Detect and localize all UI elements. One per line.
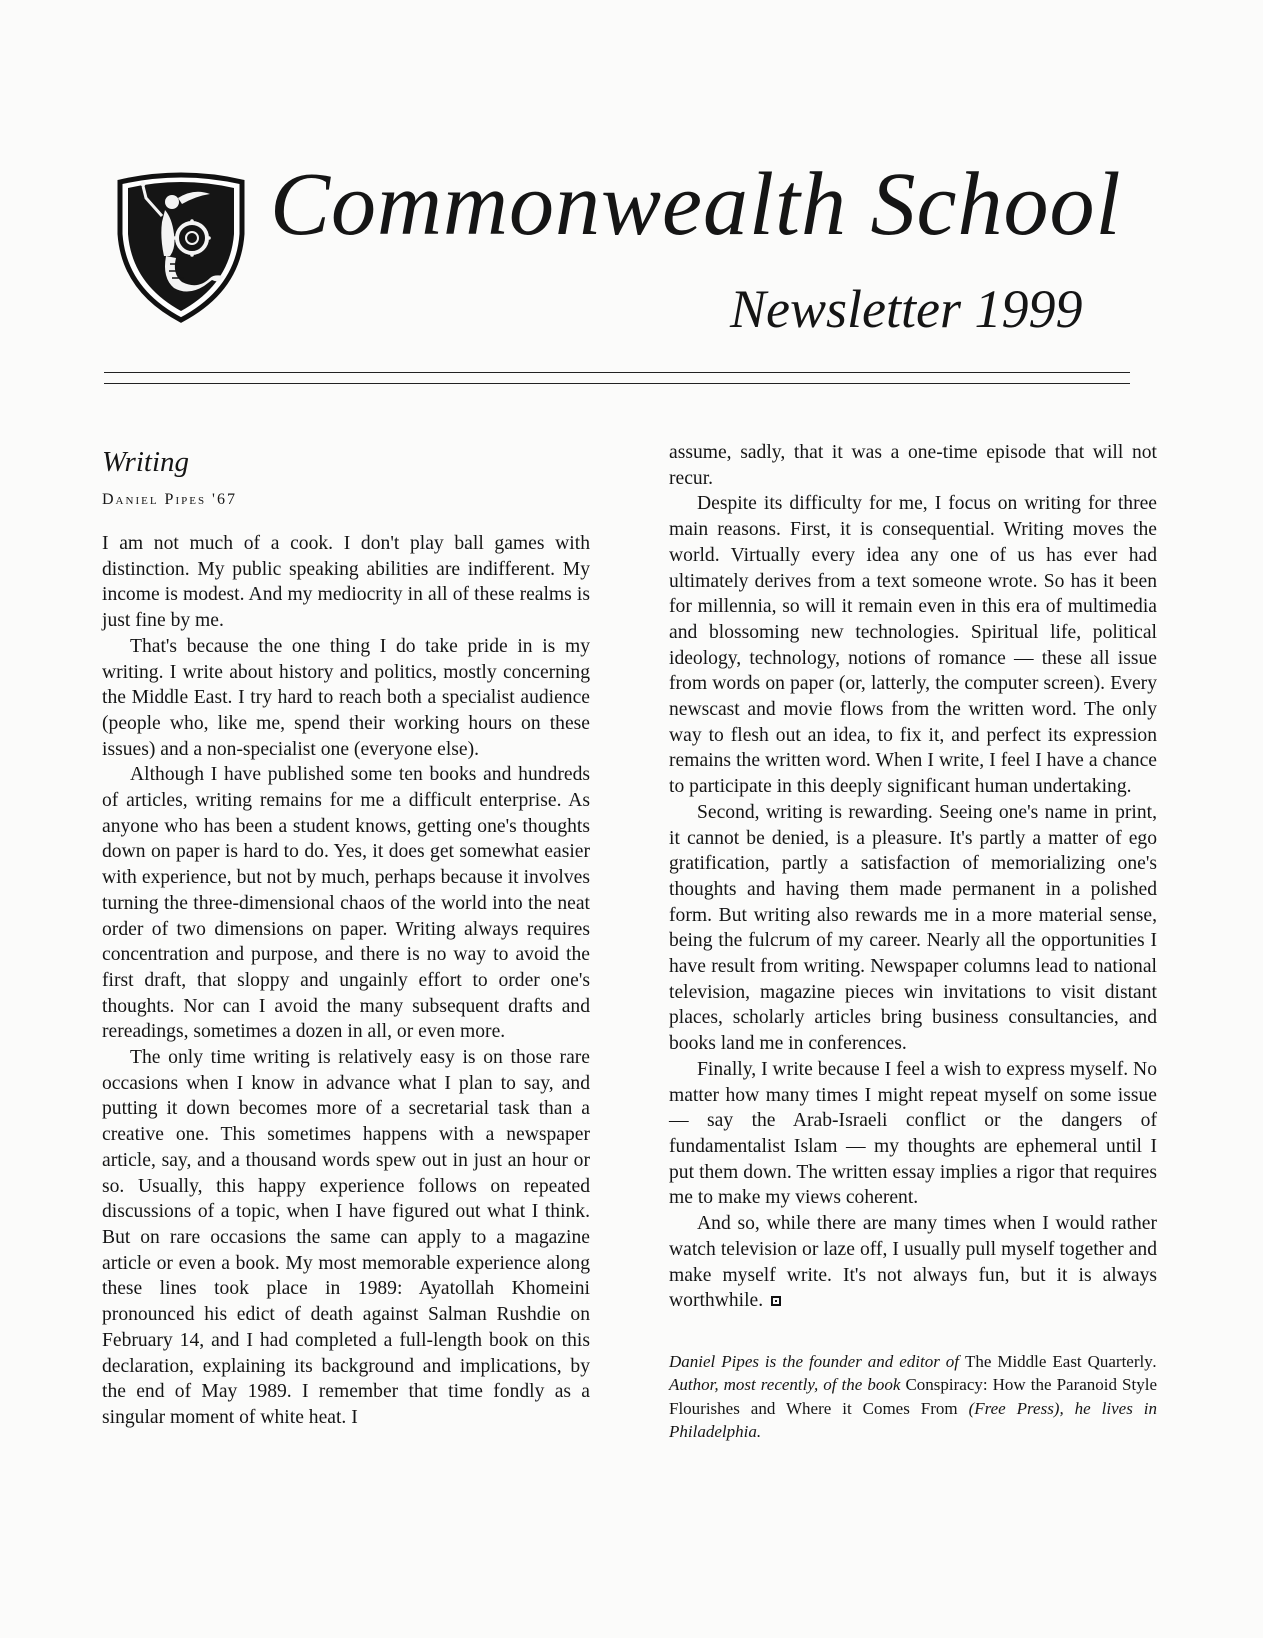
bio-text: Daniel Pipes is the founder and editor of [669,1351,965,1371]
header-divider-top [104,372,1130,373]
closing-text: And so, while there are many times when I would rather watch television or laze off, I usually pull myself together and make myself write. It's not always fun, but it is always worthwhile. [669,1213,1157,1312]
article-paragraph: Second, writing is rewarding. Seeing one's name in print, it cannot be denied, is a pleasure. It's partly a matter of ego gratification, partly a satisfaction of memorializing one's thoughts and having them made permanent in a polished form. But writing also rewards me in a more material sense, being the fulcrum of my career. Nearly all the opportunities I have result from writing. Newspaper columns lead to national television, magazine pieces win invitations to visit distant places, scholarly articles bring business consultancies, and books land me in conferences. [669,801,1157,1055]
masthead-subtitle: Newsletter 1999 [730,279,1083,339]
masthead-title: Commonwealth School [270,155,1122,254]
article-paragraph: Despite its difficulty for me, I focus on writing for three main reasons. First, it is consequential. Writing moves the world. Virtually every idea any one of us has ever had ultimately derives from a text someone wrote. So has it been for millennia, so will it remain even in this era of multimedia and blossoming new technologies. Spiritual life, political ideology, technology, notions of romance — these all issue from words on paper (or, latterly, the computer screen). Every newscast and movie flows from the written word. The only way to flesh out an idea, to fix it, and perfect its expression remains the written word. When I write, I feel I have a chance to participate in this deeply significant human undertaking. [669,493,1157,798]
article-column-left [102,440,590,1431]
article-paragraph: The only time writing is relatively easy is on those rare occasions when I know in advance what I plan to say, and putting it down becomes more of a secretarial task than a creative one. This sometimes happens with a newspaper article, say, and a thousand words spew out in just an hour or so. Usually, this happy experience follows on repeated discussions of a topic, when I have figured out what I think. But on rare occasions the same can apply to a magazine article or even a book. My most memorable experience along these lines took place in 1989: Ayatollah Khomeini pronounced his edict of death against Salman Rushdie on February 14, and I had completed a full-length book on this declaration, explaining its background and implications, by the end of May 1989. I remember that time fondly as a singular moment of white heat. I [102,1047,590,1428]
mermaid-shield-icon [112,172,250,324]
bio-publication: The Middle East Quarterly [964,1351,1153,1371]
article-closing-paragraph [669,1211,1157,1314]
article-byline: Daniel Pipes '67 [102,491,237,508]
article-paragraph-continued: assume, sadly, that it was a one-time episode that will not recur. [669,442,1157,489]
article-column-right [669,440,1157,1444]
end-of-article-icon [771,1296,781,1306]
header-divider-bottom [104,383,1130,384]
author-bio [669,1350,1157,1444]
article-paragraph: Finally, I write because I feel a wish to express myself. No matter how many times I might repeat myself on some issue — say the Arab-Israeli conflict or the dangers of fundamentalist Islam — my thoughts are ephemeral until I put them down. The written essay implies a rigor that requires me to make my views coherent. [669,1058,1157,1209]
bio-text: (Free Press), he lives in Philadelphia. [669,1398,1157,1442]
bio-text: . Author, most recently, of the book [669,1351,1157,1395]
article-paragraph: I am not much of a cook. I don't play ball games with distinction. My public speaking abilities are indifferent. My income is modest. And my mediocrity in all of these realms is just fine by me. [102,533,590,632]
article-paragraph: That's because the one thing I do take pride in is my writing. I write about history and politics, mostly concerning the Middle East. I try hard to reach both a specialist audience (people who, like me, spend their working hours on these issues) and a non-specialist one (everyone else). [102,635,590,760]
bio-book-title: Conspiracy: How the Paranoid Style Flourishes and Where it Comes From [669,1375,1157,1418]
article-paragraph: Although I have published some ten books and hundreds of articles, writing remains for me a difficult enterprise. As anyone who has been a student knows, getting one's thoughts down on paper is hard to do. Yes, it does get somewhat easier with experience, but not by much, perhaps because it involves turning the three-dimensional chaos of the world into the neat order of two dimensions on paper. Writing always requires concentration and purpose, and there is no way to avoid the first draft, that sloppy and ungainly effort to order one's thoughts. Nor can I avoid the many subsequent drafts and rereadings, sometimes a dozen in all, or even more. [102,764,590,1043]
article-title: Writing [102,446,190,478]
